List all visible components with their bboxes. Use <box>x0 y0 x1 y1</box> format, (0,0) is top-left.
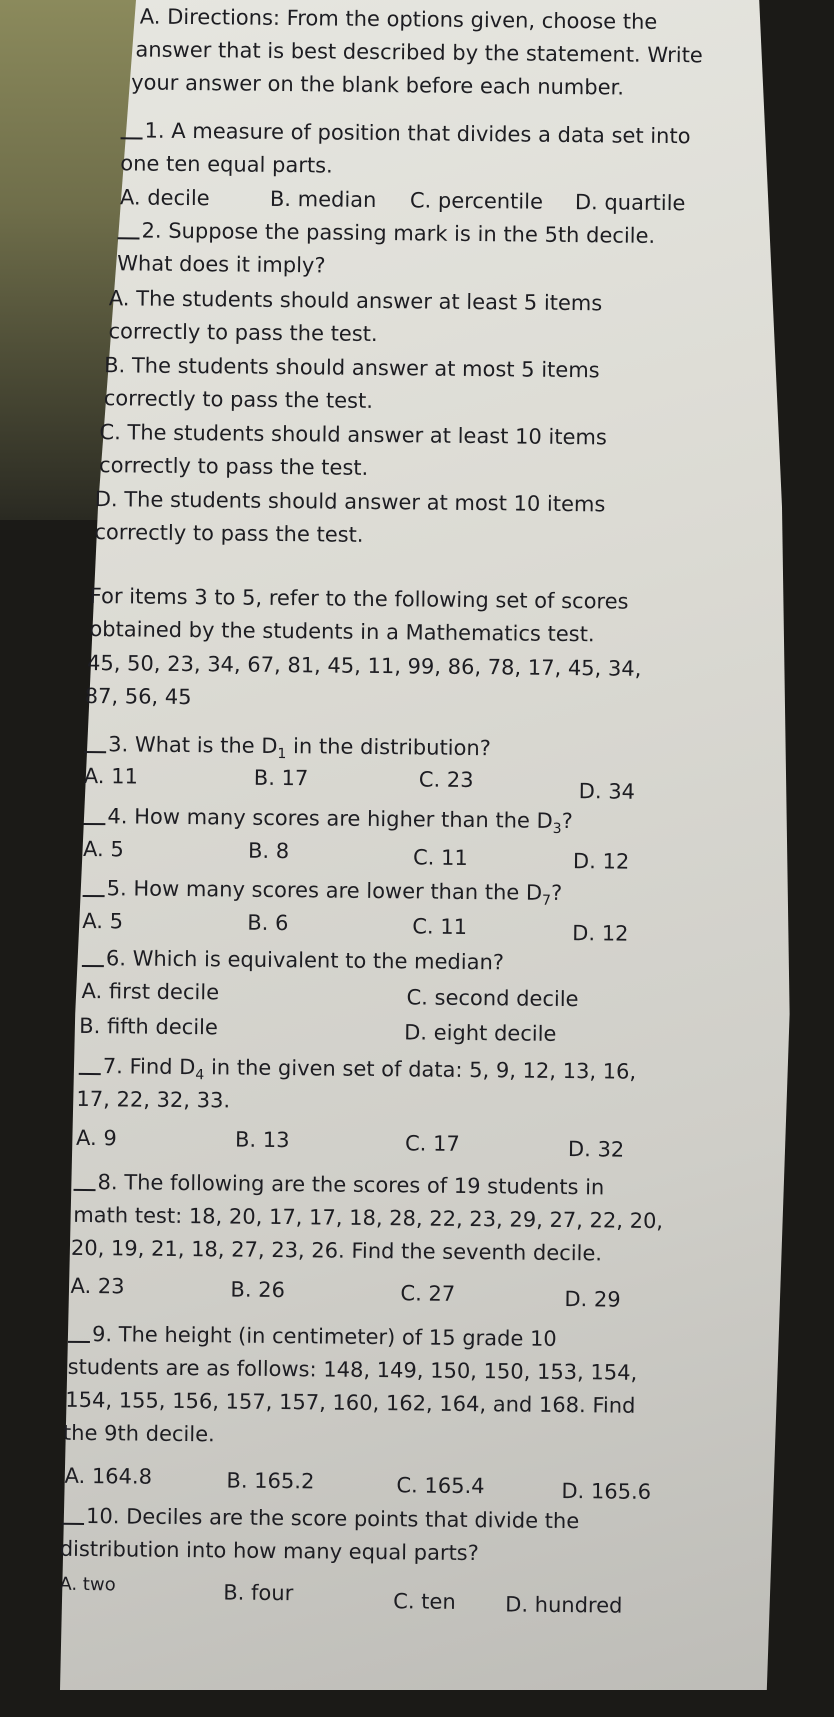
q4-option-b: B. 8 <box>247 838 290 864</box>
answer-blank[interactable] <box>68 1321 90 1343</box>
question-1: 1. A measure of position that divides a data set into <box>120 114 690 153</box>
q3-option-c: C. 23 <box>418 767 474 793</box>
question-10: 10. Deciles are the score points that divide the <box>62 1500 579 1538</box>
q6-option-b: B. fifth decile <box>79 1013 218 1040</box>
question-9-cont: the 9th decile. <box>62 1420 215 1447</box>
set-intro-line: For items 3 to 5, refer to the following set of scores <box>89 584 629 614</box>
q3-option-b: B. 17 <box>253 765 309 791</box>
q6-option-a: A. first decile <box>81 978 220 1005</box>
question-7: 7. Find $D_4$ in the given set of data: 5, 9, 12, 13, 16, <box>79 1050 637 1097</box>
q2-option-d: D. The students should answer at most 10 items <box>94 487 606 517</box>
q10-option-b: B. four <box>223 1580 294 1606</box>
q5-option-d: D. 12 <box>572 921 629 946</box>
question-3: 3. What is the $D_1$ in the distribution? <box>84 728 491 773</box>
q3-option-a: A. 11 <box>83 763 139 789</box>
q2-option-c: C. The students should answer at least 10 items <box>99 420 608 450</box>
question-2-cont: What does it imply? <box>117 251 326 278</box>
answer-blank[interactable] <box>83 875 105 897</box>
q9-option-d: D. 165.6 <box>561 1478 652 1504</box>
question-1-cont: one ten equal parts. <box>120 151 333 178</box>
q5-option-c: C. 11 <box>412 914 468 939</box>
q6-option-d: D. eight decile <box>404 1020 557 1046</box>
question-2: 2. Suppose the passing mark is in the 5th decile. <box>117 214 655 253</box>
directions-line: A. Directions: From the options given, choose the <box>139 4 658 34</box>
q8-option-a: A. 23 <box>70 1273 125 1299</box>
question-5: 5. How many scores are lower than the $D_7$? <box>82 872 562 918</box>
question-9: 9. The height (in centimeter) of 15 grade 10 <box>68 1318 557 1356</box>
q8-option-d: D. 29 <box>564 1287 621 1312</box>
question-7-cont: 17, 22, 32, 33. <box>76 1086 231 1113</box>
q6-option-c: C. second decile <box>406 985 579 1012</box>
q7-option-a: A. 9 <box>75 1125 117 1151</box>
answer-blank[interactable] <box>79 1053 101 1075</box>
answer-blank[interactable] <box>84 731 106 753</box>
q2-option-b-cont: correctly to pass the test. <box>103 386 374 413</box>
q2-option-d-cont: correctly to pass the test. <box>94 520 364 547</box>
q1-option-c: C. percentile <box>409 188 544 214</box>
answer-blank[interactable] <box>82 945 104 967</box>
q10-option-c: C. ten <box>393 1589 456 1614</box>
q10-option-d: D. hundred <box>505 1592 623 1618</box>
q7-option-b: B. 13 <box>234 1127 290 1153</box>
question-9-cont: 154, 155, 156, 157, 157, 160, 162, 164, and 168. Find <box>65 1387 636 1418</box>
question-9-cont: students are as follows: 148, 149, 150, 150, 153, 154, <box>67 1354 638 1385</box>
answer-blank[interactable] <box>74 1169 96 1191</box>
q2-option-b: B. The students should answer at most 5 items <box>104 353 600 383</box>
q3-option-d: D. 34 <box>578 779 636 804</box>
q8-option-b: B. 26 <box>230 1277 286 1303</box>
q10-option-a: A. two <box>59 1573 116 1596</box>
q2-option-a: A. The students should answer at least 5 items <box>108 286 603 316</box>
q9-option-a: A. 164.8 <box>64 1463 153 1489</box>
q1-option-a: A. decile <box>119 185 210 211</box>
question-10-cont: distribution into how many equal parts? <box>59 1536 479 1566</box>
q2-option-a-cont: correctly to pass the test. <box>108 319 378 347</box>
score-set-line: 45, 50, 23, 34, 67, 81, 45, 11, 99, 86, 78, 17, 45, 34, <box>86 650 642 681</box>
question-8-cont: math test: 18, 20, 17, 17, 18, 28, 22, 23, 29, 27, 22, 20, <box>73 1202 664 1234</box>
q4-option-c: C. 11 <box>412 845 468 870</box>
q1-option-d: D. quartile <box>574 190 686 216</box>
q4-option-d: D. 12 <box>572 849 630 874</box>
q7-option-c: C. 17 <box>404 1131 460 1156</box>
answer-blank[interactable] <box>117 217 139 239</box>
score-set-line: 87, 56, 45 <box>84 683 192 710</box>
q9-option-b: B. 165.2 <box>226 1468 315 1494</box>
q4-option-a: A. 5 <box>82 836 124 862</box>
q5-option-a: A. 5 <box>82 908 124 934</box>
question-8: 8. The following are the scores of 19 students in <box>73 1166 604 1205</box>
q9-option-c: C. 165.4 <box>396 1473 485 1499</box>
directions-line: your answer on the blank before each number. <box>131 70 625 100</box>
question-6: 6. Which is equivalent to the median? <box>82 942 504 979</box>
answer-blank[interactable] <box>83 803 105 825</box>
q8-option-c: C. 27 <box>400 1281 456 1306</box>
set-intro-line: obtained by the students in a Mathematics test. <box>89 617 595 647</box>
directions-line: answer that is best described by the statement. Write <box>135 37 703 68</box>
q1-option-b: B. median <box>269 186 377 212</box>
answer-blank[interactable] <box>62 1503 84 1525</box>
q5-option-b: B. 6 <box>247 910 289 936</box>
question-4: 4. How many scores are higher than the $D_3$? <box>83 800 573 846</box>
q7-option-d: D. 32 <box>567 1137 625 1162</box>
answer-blank[interactable] <box>121 117 143 139</box>
question-8-cont: 20, 19, 21, 18, 27, 23, 26. Find the seventh decile. <box>70 1235 603 1266</box>
q2-option-c-cont: correctly to pass the test. <box>99 453 369 480</box>
